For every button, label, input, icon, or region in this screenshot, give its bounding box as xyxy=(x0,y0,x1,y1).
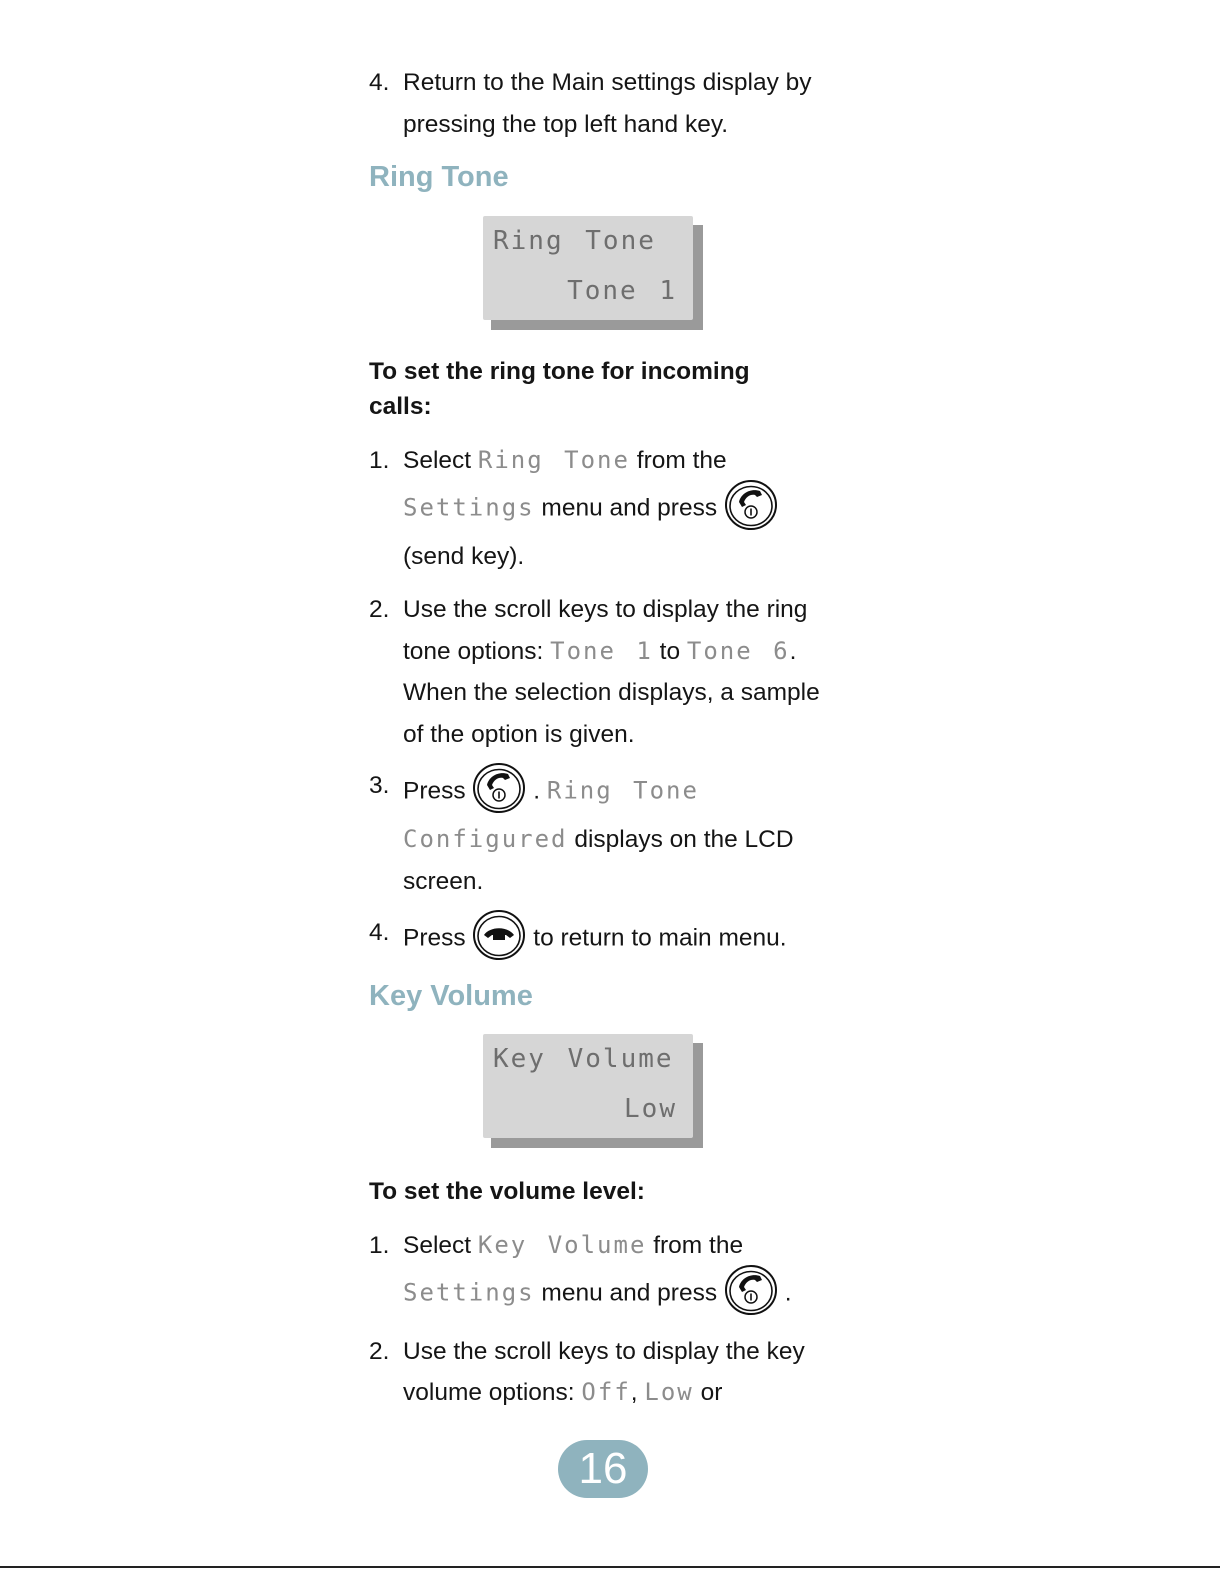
step-text: , xyxy=(630,1379,638,1406)
lcd-display xyxy=(483,216,693,320)
step-text: Return to the Main settings display by pressing the top left hand key. xyxy=(403,69,812,138)
step-text: . When the selection displays, a sample of the option is given. xyxy=(403,637,820,748)
step-number: 2. xyxy=(369,1337,390,1365)
step-number: 2. xyxy=(369,596,390,623)
lcd-term: Settings xyxy=(403,492,535,521)
end-key-icon xyxy=(472,908,526,962)
send-key-icon xyxy=(472,761,526,815)
step-text: Use the scroll keys to display the key volume options: xyxy=(403,1337,805,1406)
step-text: or xyxy=(700,1379,723,1406)
ring-tone-step-3 xyxy=(369,765,833,902)
step-text: displays on the LCD screen. xyxy=(403,826,794,895)
step-number: 4. xyxy=(369,919,390,946)
lcd-term: Ring Tone xyxy=(546,776,699,805)
lcd-line-2: Tone 1 xyxy=(567,276,677,306)
lcd-term: Tone 1 xyxy=(550,636,653,665)
lcd-line-1: Key Volume xyxy=(493,1044,674,1074)
bottom-divider xyxy=(0,1566,1220,1568)
lcd-term: Settings xyxy=(403,1277,535,1306)
key-volume-lcd-screen xyxy=(483,1034,707,1152)
step-text: from the xyxy=(653,1232,744,1259)
step-number: 1. xyxy=(369,447,390,474)
step-text: menu and press xyxy=(541,1278,718,1306)
step-number: 1. xyxy=(369,1232,390,1259)
step-text: (send key). xyxy=(403,542,525,570)
prev-step-4 xyxy=(369,62,853,145)
step-text: from the xyxy=(636,447,727,474)
page-number: 16 xyxy=(558,1440,648,1498)
send-key-icon xyxy=(724,1263,778,1317)
lcd-term: Configured xyxy=(403,825,568,853)
step-text: Press xyxy=(403,924,466,952)
lcd-term: Key Volume xyxy=(477,1231,647,1259)
step-text: Use the scroll keys to display the ring tone options: xyxy=(403,596,808,665)
lcd-display xyxy=(483,1034,693,1138)
ring-tone-instructions-lead: To set the ring tone for incoming calls: xyxy=(369,358,750,420)
step-text: . xyxy=(784,1278,792,1306)
ring-tone-lcd-screen xyxy=(483,216,707,334)
step-number: 4. xyxy=(369,69,390,96)
ring-tone-step-2 xyxy=(369,589,823,755)
lcd-term: Off xyxy=(581,1378,631,1406)
lcd-line-1: Ring Tone xyxy=(493,226,656,256)
lcd-term: Tone 6 xyxy=(686,636,790,665)
lcd-line-2: Low xyxy=(624,1094,677,1124)
step-text: Select xyxy=(403,447,472,474)
lcd-term: Low xyxy=(644,1378,694,1406)
step-text: . xyxy=(533,777,541,805)
key-volume-instructions-lead: To set the volume level: xyxy=(369,1178,645,1205)
key-volume-step-2 xyxy=(369,1331,833,1414)
manual-page xyxy=(369,62,839,1414)
step-text: Press xyxy=(403,777,466,805)
step-text: Select xyxy=(403,1232,472,1259)
step-text: to return to main menu. xyxy=(533,924,787,952)
ring-tone-step-1 xyxy=(369,440,839,577)
key-volume-heading: Key Volume xyxy=(369,980,533,1012)
send-key-icon xyxy=(724,478,778,532)
lcd-term: Ring Tone xyxy=(477,446,630,474)
step-text: to xyxy=(659,637,681,665)
ring-tone-heading: Ring Tone xyxy=(369,161,509,193)
ring-tone-step-4 xyxy=(369,912,873,966)
step-number: 3. xyxy=(369,772,390,799)
step-text: menu and press xyxy=(541,493,718,521)
key-volume-step-1 xyxy=(369,1225,873,1321)
